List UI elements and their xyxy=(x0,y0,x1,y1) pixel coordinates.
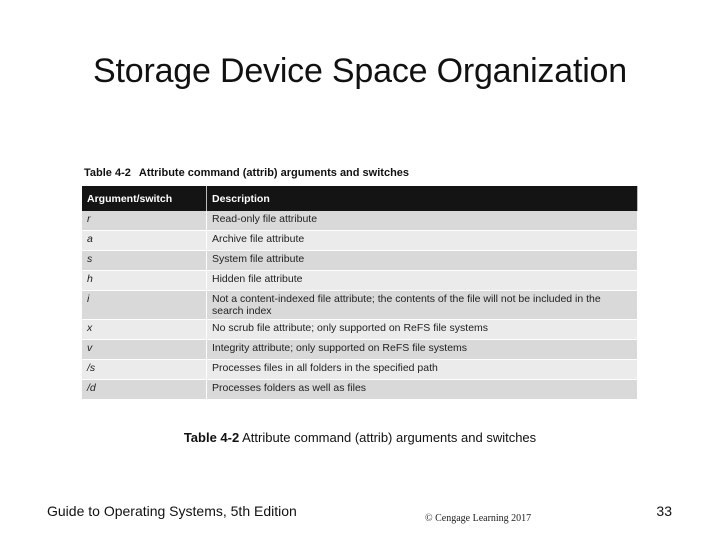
table-row xyxy=(82,320,638,340)
footer-book-title: Guide to Operating Systems, 5th Edition xyxy=(47,503,297,519)
table-caption xyxy=(84,167,409,179)
row-argument: /s xyxy=(82,360,207,380)
row-argument: h xyxy=(82,271,207,291)
table-number: Table 4-2 xyxy=(84,167,131,179)
footer-page-number: 33 xyxy=(656,503,672,519)
row-description: System file attribute xyxy=(207,251,638,271)
figure-caption xyxy=(0,430,720,445)
table-row xyxy=(82,251,638,271)
footer-copyright: © Cengage Learning 2017 xyxy=(425,513,532,524)
slide-title: Storage Device Space Organization xyxy=(93,52,627,90)
row-argument: r xyxy=(82,211,207,231)
figure-caption-label: Table 4-2 xyxy=(183,430,240,445)
table-title: Attribute command (attrib) arguments and switches xyxy=(138,167,410,179)
row-description: Read-only file attribute xyxy=(207,211,638,231)
row-argument: x xyxy=(82,320,207,340)
table-row xyxy=(82,231,638,251)
row-description: Hidden file attribute xyxy=(207,271,638,291)
header-description: Description xyxy=(207,186,638,211)
table-row xyxy=(82,380,638,400)
table-row xyxy=(82,271,638,291)
row-description: Processes files in all folders in the specified path xyxy=(207,360,638,380)
table-header-row xyxy=(82,186,638,211)
row-argument: v xyxy=(82,340,207,360)
table-row xyxy=(82,360,638,380)
row-argument: i xyxy=(82,291,207,320)
row-argument: /d xyxy=(82,380,207,400)
table-row xyxy=(82,291,638,320)
figure-caption-text: Attribute command (attrib) arguments and switches xyxy=(239,430,537,445)
header-argument: Argument/switch xyxy=(82,186,207,211)
table-row xyxy=(82,340,638,360)
table-row xyxy=(82,211,638,231)
row-description: Archive file attribute xyxy=(207,231,638,251)
row-description: Not a content-indexed file attribute; the contents of the file will not be included in the search index xyxy=(207,291,638,320)
row-argument: s xyxy=(82,251,207,271)
row-description: No scrub file attribute; only supported on ReFS file systems xyxy=(207,320,638,340)
row-argument: a xyxy=(82,231,207,251)
row-description: Processes folders as well as files xyxy=(207,380,638,400)
row-description: Integrity attribute; only supported on ReFS file systems xyxy=(207,340,638,360)
attrib-table xyxy=(82,186,638,400)
